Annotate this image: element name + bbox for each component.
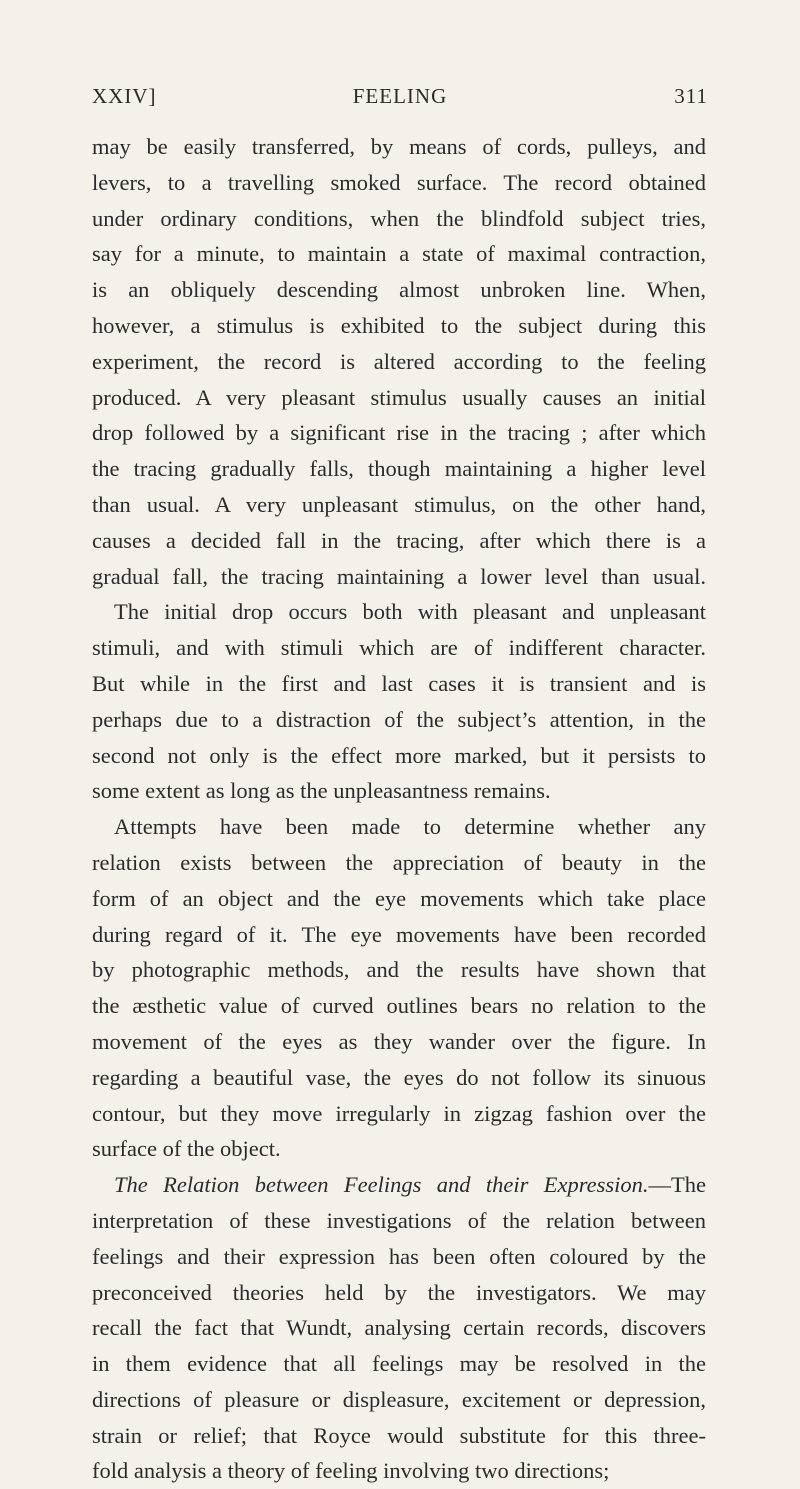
text-line: say for a minute, to maintain a state of maximal contraction, [92,241,706,267]
body-text [92,129,706,1489]
section-heading-continuation: —The [648,1172,706,1198]
text-line: than usual. A very unpleasant stimulus, on the other hand, [92,491,706,517]
text-line: recall the fact that Wundt, analysing certain records, discovers [92,1315,706,1341]
text-line: relation exists between the appreciation of beauty in the [92,849,706,875]
text-line: interpretation of these investigations of the relation between [92,1207,706,1233]
text-line: during regard of it. The eye movements have been recorded [92,921,706,947]
text-line: strain or relief; that Royce would substitute for this three- [92,1422,706,1448]
text-line: under ordinary conditions, when the blindfold subject tries, [92,205,706,231]
text-line: preconceived theories held by the investigators. We may [92,1279,706,1305]
text-line: drop followed by a significant rise in the tracing ; after which [92,420,706,446]
text-line: directions of pleasure or displeasure, excitement or depression, [92,1386,706,1412]
text-line: is an obliquely descending almost unbroken line. When, [92,277,706,303]
text-line: But while in the first and last cases it is transient and is [92,670,706,696]
text-line: feelings and their expression has been often coloured by the [92,1243,706,1269]
text-line: second not only is the effect more marked, but it persists to [92,742,706,768]
running-head [92,84,708,114]
text-line: surface of the object. [92,1136,281,1162]
text-line: produced. A very pleasant stimulus usually causes an initial [92,384,706,410]
text-line: gradual fall, the tracing maintaining a lower level than usual. [92,563,706,589]
text-line: The initial drop occurs both with pleasant and unpleasant [114,599,706,625]
text-line: in them evidence that all feelings may be resolved in the [92,1351,706,1377]
text-line: some extent as long as the unpleasantness remains. [92,778,551,804]
text-line: the tracing gradually falls, though maintaining a higher level [92,456,706,482]
text-line: stimuli, and with stimuli which are of indifferent character. [92,635,706,661]
text-line: however, a stimulus is exhibited to the subject during this [92,312,706,338]
text-line: perhaps due to a distraction of the subject’s attention, in the [92,706,706,732]
chapter-title: FEELING [352,84,448,108]
section-heading-line [92,1167,706,1203]
text-line: experiment, the record is altered according to the feeling [92,348,706,374]
text-line: contour, but they move irregularly in zigzag fashion over the [92,1100,706,1126]
text-line: regarding a beautiful vase, the eyes do not follow its sinuous [92,1064,706,1090]
text-line: form of an object and the eye movements which take place [92,885,706,911]
text-line: by photographic methods, and the results have shown that [92,957,706,983]
text-line: levers, to a travelling smoked surface. The record obtained [92,169,706,195]
text-line: fold analysis a theory of feeling involving two directions; [92,1458,610,1484]
text-line: movement of the eyes as they wander over the figure. In [92,1028,706,1054]
chapter-number: XXIV] [92,84,157,108]
text-line: Attempts have been made to determine whether any [114,814,706,840]
page-number: 311 [674,84,708,108]
text-line: causes a decided fall in the tracing, after which there is a [92,527,706,553]
section-heading: The Relation between Feelings and their Expression. [114,1172,649,1198]
text-line: may be easily transferred, by means of cords, pulleys, and [92,134,706,159]
text-line: the æsthetic value of curved outlines bears no relation to the [92,993,706,1019]
